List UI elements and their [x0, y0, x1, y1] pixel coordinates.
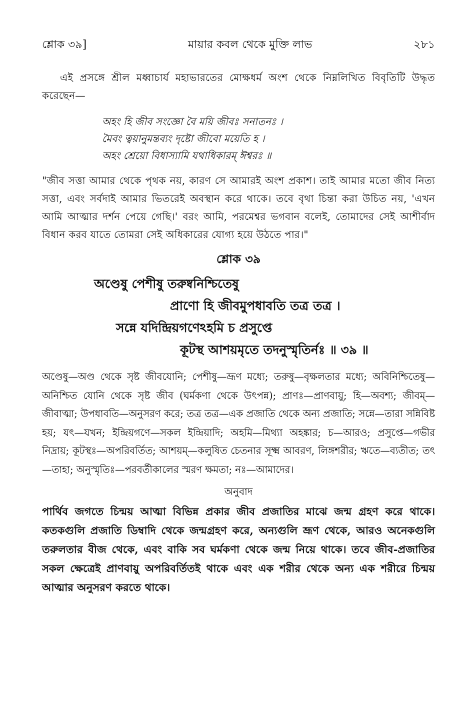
verse-title: শ্লোক ৩৯ [216, 252, 261, 266]
translation-text: পার্থিব জগতে চিন্ময় আত্মা বিভিন্ন প্রকার জীব প্রজাতির মাঝে জন্ম গ্রহণ করে থাকে। কতকগুলি প্রজাতি ডিম্বাদি থেকে জন্মগ্রহণ করে, অন্যগুলি ভ্রূণ থেকে, আরও অনেকগুলি তরুলতার বীজ থেকে, এবং বাকি সব ঘর্মকণা থেকে জন্ম নিয়ে থাকে। তবে জীব-প্রজাতির সকল ক্ষেত্রেই প্রাণবায়ু অপরিবর্তিতই থাকে এবং এক শরীর থেকে অন্য এক শরীরে চিন্ময় আত্মার অনুসরণ করতে থাকে। [42, 506, 435, 594]
verse-reference: শ্লোক ৩৯] [42, 38, 87, 51]
translation-heading: অনুবাদ [224, 487, 253, 498]
word-for-word-synonyms: অণ্ডেষু—অণ্ড থেকে সৃষ্ট জীবযোনি; পেশীষু—ভ্রূণ মধ্যে; তরুষু—বৃক্ষলতার মধ্যে; অবিনিশ্চিতেষু—অনিশ্চিত যোনি থেকে সৃষ্ট জীব (ঘর্মকণা থেকে উৎপন্ন); প্রাণঃ—প্রাণবায়ু; হি—অবশ্য; জীবম্—জীবাত্মা; উপধাবতি—অনুসরণ করে; তত্র তত্র—এক প্রজাতি থেকে অন্য প্রজাতি; সন্নে—তারা সন্নিবিষ্ট হয়; যৎ—যখন; ইন্দ্রিয়গণে—সকল ইন্দ্রিয়াদি; অহমি—মিথ্যা অহঙ্কার; চ—আরও; প্রসুপ্তে—গভীর নিদ্রায়; কূটস্থঃ—অপরিবর্তিত; আশয়ম্—কলুষিত চেতনার সূক্ষ্ম আবরণ, লিঙ্গশরীর; ঋতে—ব্যতীত; তৎ—তাহা; অনুস্মৃতিঃ—পরবর্তীকালের স্মরণ ক্ষমতা; নঃ—আমাদের। [42, 372, 435, 476]
quote-line: মৈবং ত্বয়ানুমন্তব্যং দৃষ্টো জীবো ময়েতি হ । [102, 134, 265, 145]
quote-line: অহং শ্রেয়ো বিধাস্যামি যথাধিকারম্ ঈশ্বরঃ ॥ [102, 151, 272, 162]
verse-text [42, 273, 435, 361]
page-number: ২৮১ [413, 38, 435, 51]
chapter-title: মায়ার কবল থেকে মুক্তি লাভ [187, 38, 313, 51]
verse-line: অণ্ডেষু পেশীষু তরুষ্বনিশ্চিতেষু [94, 276, 239, 291]
verse-line: প্রাণো হি জীবমুপধাবতি তত্র তত্র । [170, 298, 341, 313]
sanskrit-quotation [102, 114, 435, 165]
verse-line: কূটস্থ আশয়মৃতে তদনুস্মৃতির্নঃ ॥ ৩৯ ॥ [180, 342, 369, 357]
intro-paragraph: এই প্রসঙ্গে শ্রীল মধ্বাচার্য মহাভারতের মোক্ষধর্ম অংশ থেকে নিম্নলিখিত বিবৃতিটি উদ্ধৃত করেছেন— [42, 73, 435, 102]
explanation-paragraph: "জীব সত্তা আমার থেকে পৃথক নয়, কারণ সে আমারই অংশ প্রকাশ। তাই আমার মতো জীব নিত্য সত্তা, এবং সর্বদাই আমার ভিতরেই অবস্থান করে থাকে। তবে বৃথা চিন্তা করা উচিত নয়, 'এখন আমি আত্মার দর্শন পেয়ে গেছি।' বরং আমি, পরমেশ্বর ভগবান বলেই, তোমাদের সেই আশীর্বাদ বিধান করব যাতে তোমরা সেই অধিকারের যোগ্য হয়ে উঠতে পার।" [42, 176, 435, 241]
verse-line: সন্নে যদিন্দ্রিয়গণেঽহমি চ প্রসুপ্তে [116, 320, 273, 335]
quote-line: অহং হি জীব সংজ্ঞো বৈ ময়ি জীবঃ সনাতনঃ । [102, 117, 284, 128]
running-head [42, 38, 435, 52]
